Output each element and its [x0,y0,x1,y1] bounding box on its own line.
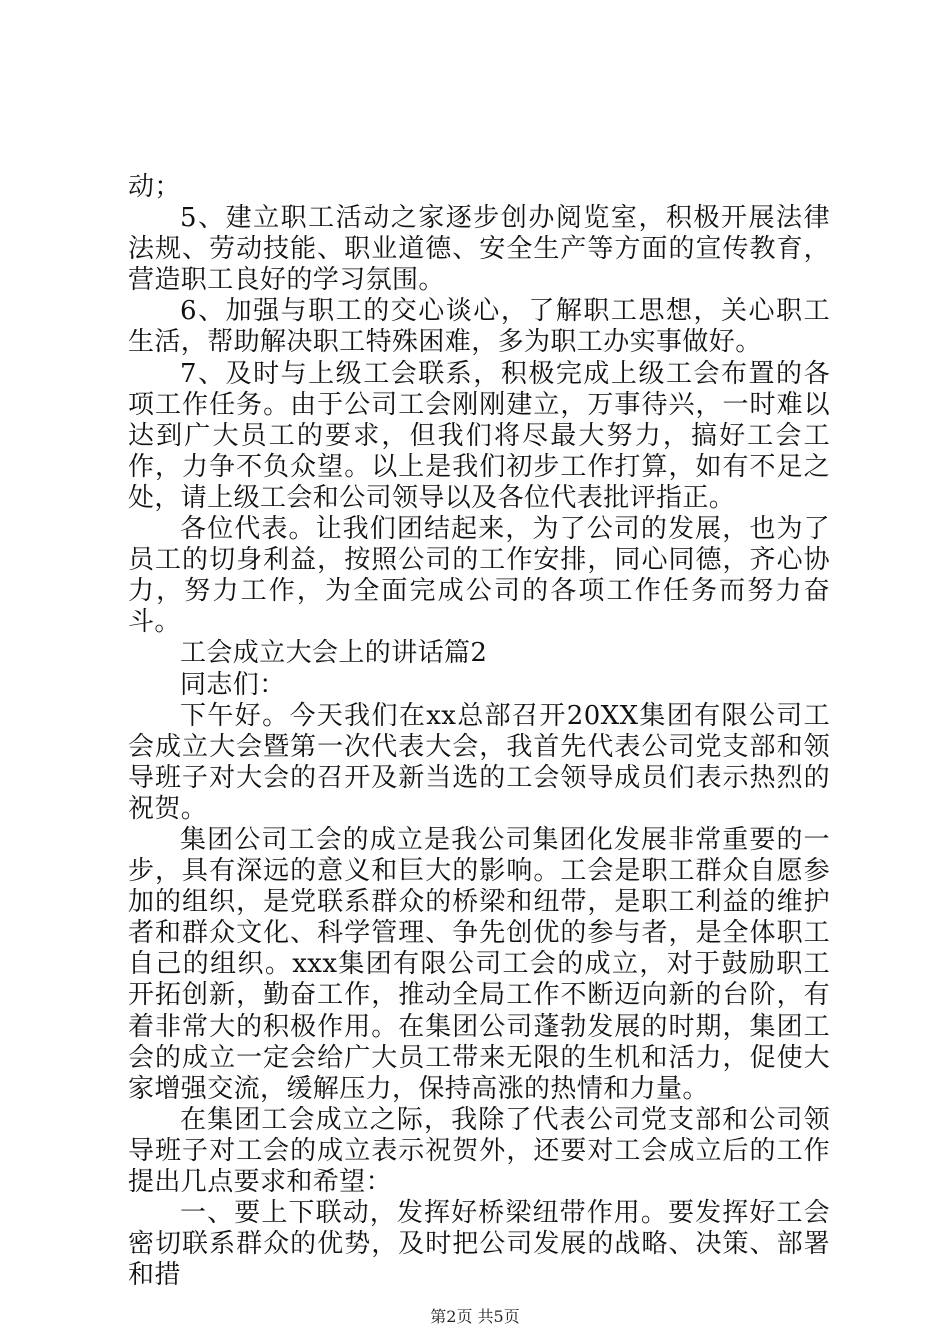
paragraph: 一、要上下联动，发挥好桥梁纽带作用。要发挥好工会密切联系群众的优势，及时把公司发展的战略、决策、部署和措 [128,1198,830,1291]
paragraph: 动； [128,172,181,202]
document-body [128,172,830,1291]
page-number-footer: 第2页 共5页 [430,1307,520,1326]
paragraph: 下午好。今天我们在xx总部召开20XX集团有限公司工会成立大会暨第一次代表大会，我首先代表公司党支部和领导班子对大会的召开及新当选的工会领导成员们表示热烈的祝贺。 [128,700,830,824]
paragraph: 7、及时与上级工会联系，积极完成上级工会布置的各项工作任务。由于公司工会刚刚建立，万事待兴，一时难以达到广大员工的要求，但我们将尽最大努力，搞好工会工作，力争不负众望。以上是我们初步工作打算，如有不足之处，请上级工会和公司领导以及各位代表批评指正。 [128,358,830,513]
paragraph: 在集团工会成立之际，我除了代表公司党支部和公司领导班子对工会的成立表示祝贺外，还要对工会成立后的工作提出几点要求和希望： [128,1104,830,1197]
paragraph: 集团公司工会的成立是我公司集团化发展非常重要的一步，具有深远的意义和巨大的影响。工会是职工群众自愿参加的组织，是党联系群众的桥梁和纽带，是职工利益的维护者和群众文化、科学管理、争先创优的参与者，是全体职工自己的组织。xxx集团有限公司工会的成立，对于鼓励职工开拓创新，勤奋工作，推动全局工作不断迈向新的台阶，有着非常大的积极作用。在集团公司蓬勃发展的时期，集团工会的成立一定会给广大员工带来无限的生机和活力，促使大家增强交流，缓解压力，保持高涨的热情和力量。 [128,824,830,1104]
paragraph: 6、加强与职工的交心谈心，了解职工思想，关心职工生活，帮助解决职工特殊困难，多为职工办实事做好。 [128,296,830,358]
paragraph: 5、建立职工活动之家逐步创办阅览室，积极开展法律法规、劳动技能、职业道德、安全生产等方面的宣传教育，营造职工良好的学习氛围。 [128,203,830,296]
section-heading: 工会成立大会上的讲话篇2 [180,638,488,669]
paragraph: 各位代表。让我们团结起来，为了公司的发展，也为了员工的切身利益，按照公司的工作安排，同心同德，齐心协力，努力工作，为全面完成公司的各项工作任务而努力奋斗。 [128,514,830,638]
salutation: 同志们： [180,669,286,700]
